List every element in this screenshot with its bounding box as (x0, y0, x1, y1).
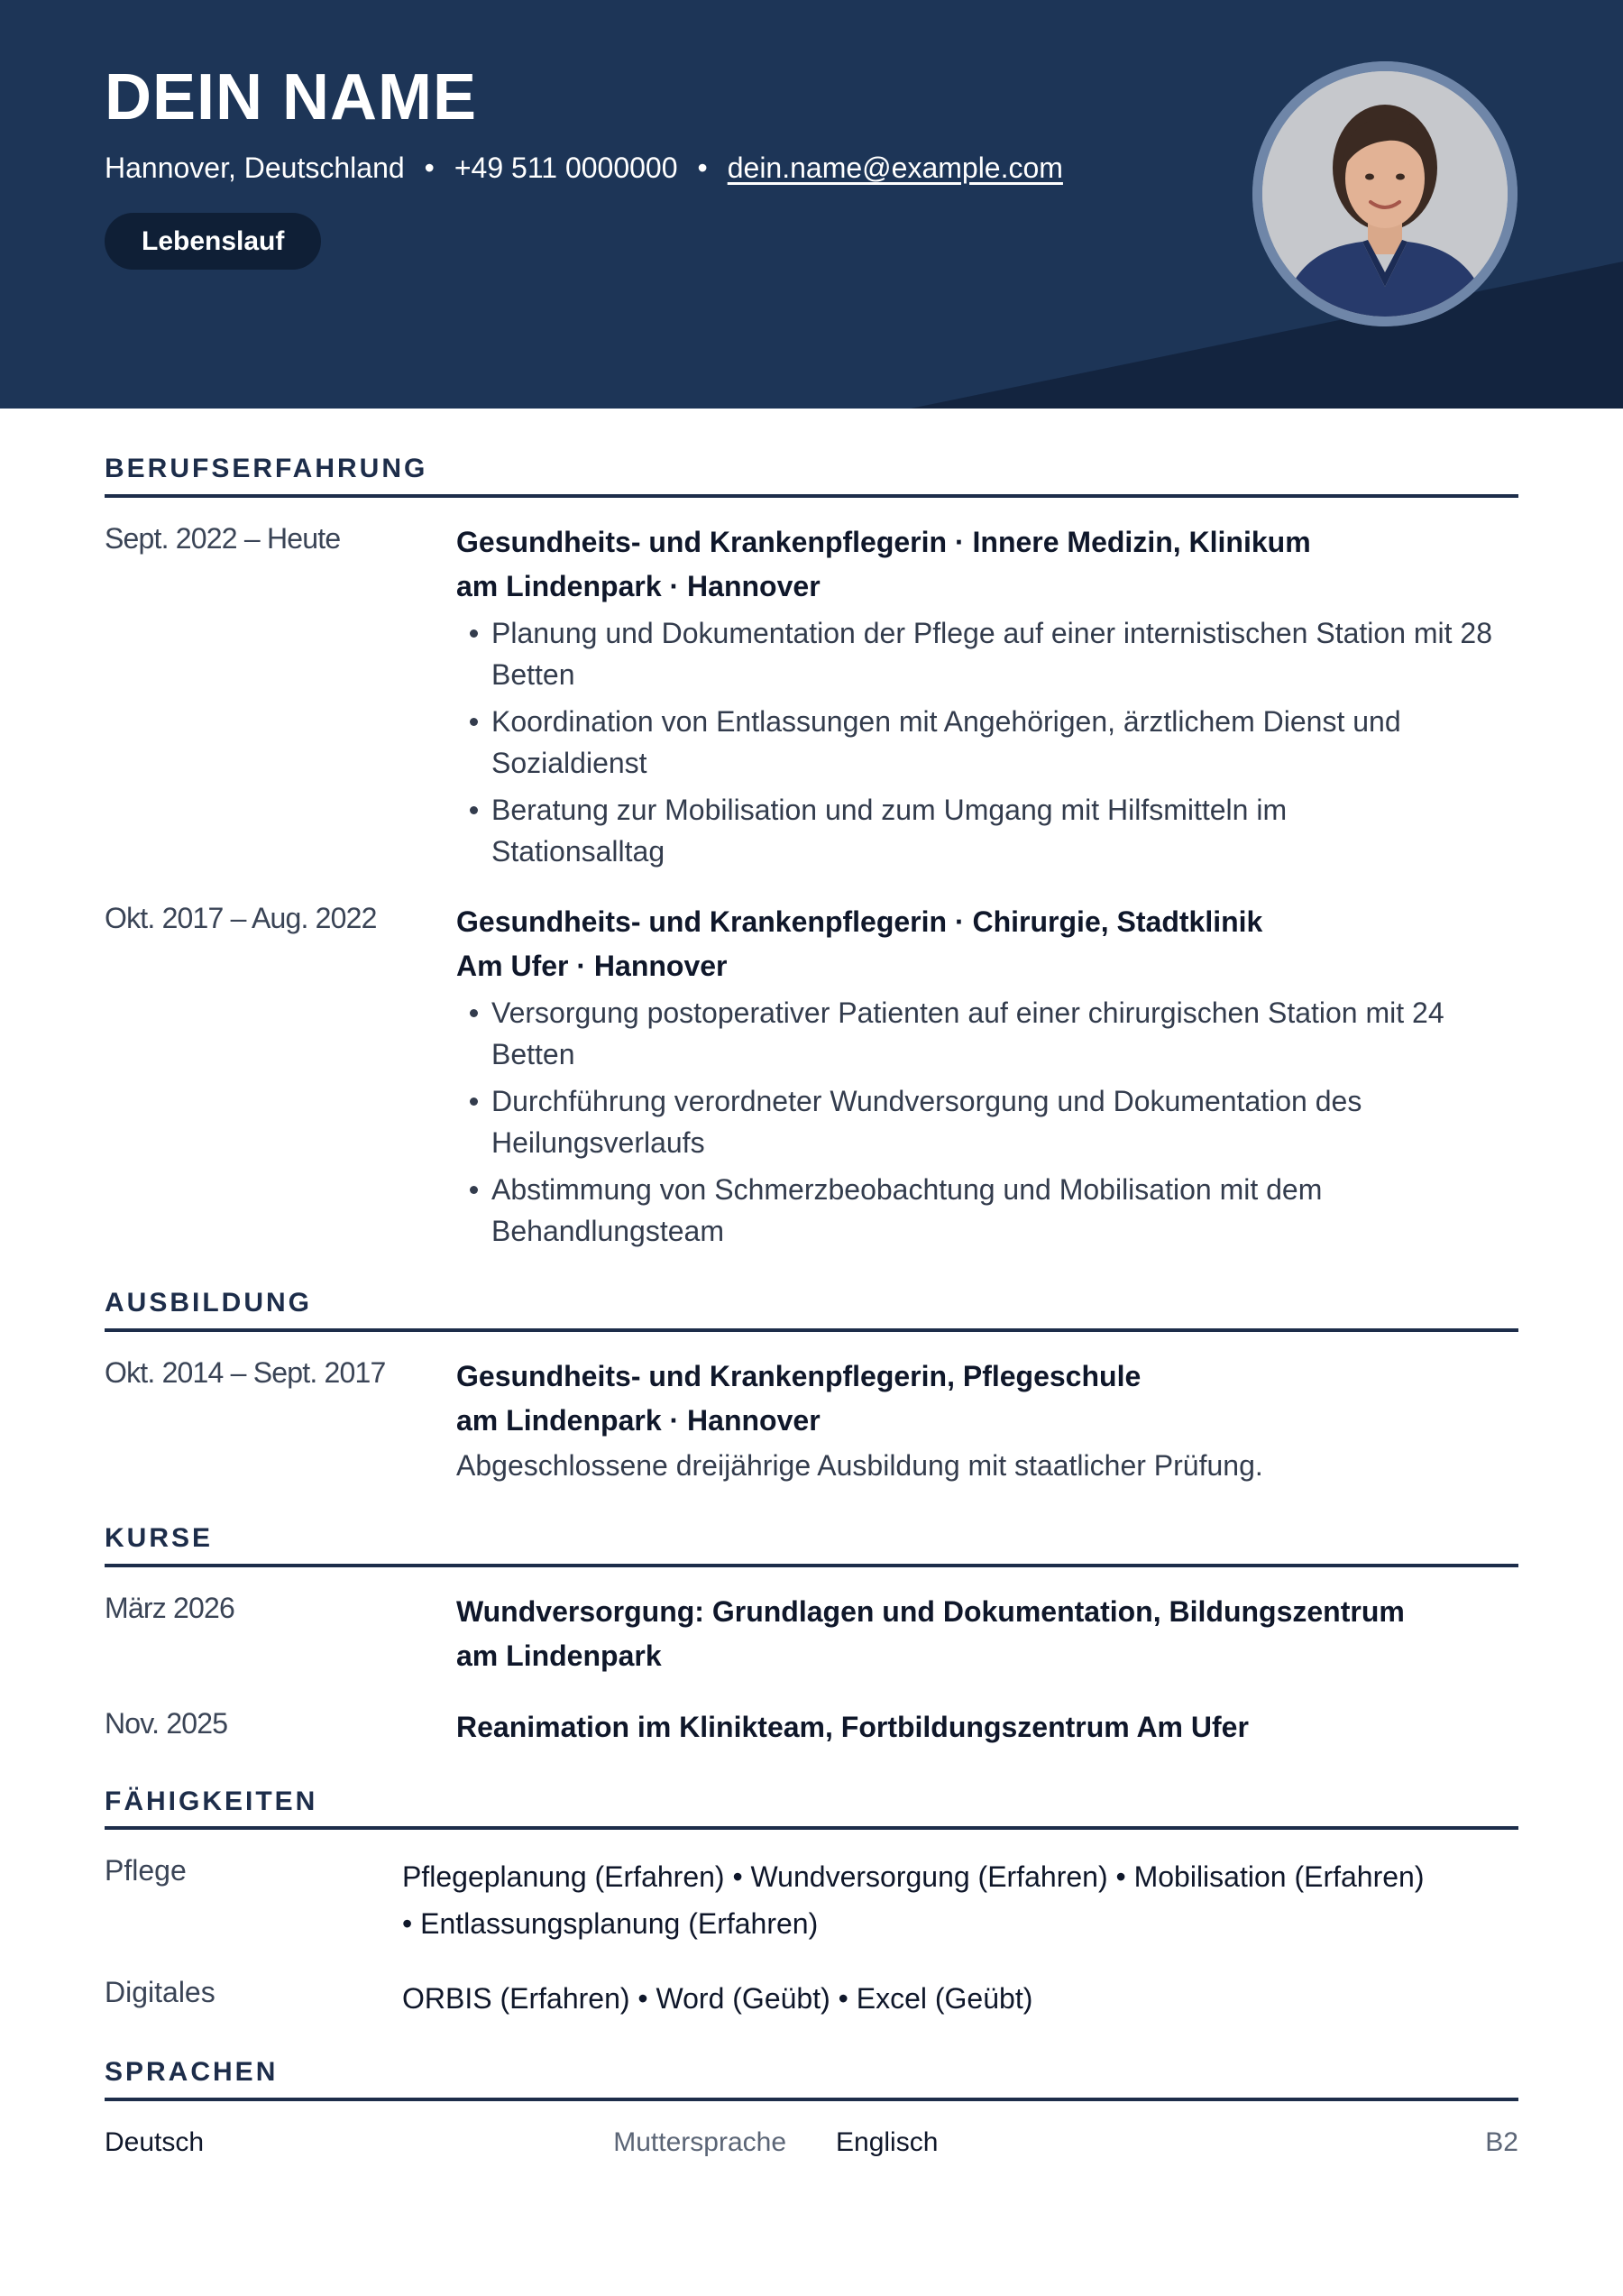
entry-date: Nov. 2025 (105, 1707, 228, 1740)
skill-group-items (402, 1853, 1520, 1947)
entry-title-line: Wundversorgung: Grundlagen und Dokumentation, Bildungszentrum (456, 1595, 1405, 1628)
language-name: Englisch (836, 2127, 939, 2157)
entry-bullet-list (466, 612, 1521, 877)
list-item: Versorgung postoperativer Patienten auf einer chirurgischen Station mit 24 Betten (466, 992, 1521, 1075)
phone-text: +49 511 0000000 (454, 152, 678, 184)
entry-title (456, 900, 1262, 988)
entry-title (456, 1355, 1141, 1443)
contact-separator: • (424, 152, 435, 184)
section-title-experience: BERUFSERFAHRUNG (105, 454, 428, 483)
entry-date: Okt. 2017 – Aug. 2022 (105, 902, 377, 934)
section-divider (105, 494, 1518, 498)
list-item: Beratung zur Mobilisation und zum Umgang mit Hilfsmitteln im Stationsalltag (466, 789, 1521, 872)
language-level: B2 (1485, 2127, 1518, 2157)
entry-title-line: Gesundheits- und Krankenpflegerin · Innere Medizin, Klinikum (456, 526, 1311, 558)
document-type-badge: Lebenslauf (105, 213, 321, 270)
location-text: Hannover, Deutschland (105, 152, 405, 184)
entry-title-line: Reanimation im Klinikteam, Fortbildungszentrum Am Ufer (456, 1711, 1249, 1743)
skill-items-line: Pflegeplanung (Erfahren) • Wundversorgung (Erfahren) • Mobilisation (Erfahren) (402, 1860, 1425, 1893)
entry-title-line: Am Ufer · Hannover (456, 950, 728, 982)
section-divider (105, 1328, 1518, 1332)
skill-group-items (402, 1975, 1520, 2022)
entry-title-line: am Lindenpark · Hannover (456, 1404, 821, 1437)
section-title-education: AUSBILDUNG (105, 1288, 312, 1318)
list-item: Planung und Dokumentation der Pflege auf einer internistischen Station mit 28 Betten (466, 612, 1521, 695)
entry-description: Abgeschlossene dreijährige Ausbildung mit staatlicher Prüfung. (456, 1449, 1263, 1482)
entry-title (456, 1590, 1405, 1678)
list-item: Abstimmung von Schmerzbeobachtung und Mobilisation mit dem Behandlungsteam (466, 1169, 1521, 1252)
cv-header (0, 0, 1623, 409)
section-divider (105, 2098, 1518, 2101)
entry-title-line: Gesundheits- und Krankenpflegerin · Chirurgie, Stadtklinik (456, 905, 1263, 938)
person-name: DEIN NAME (105, 61, 478, 133)
entry-title-line: Gesundheits- und Krankenpflegerin, Pflegeschule (456, 1360, 1142, 1392)
list-item: Durchführung verordneter Wundversorgung und Dokumentation des Heilungsverlaufs (466, 1080, 1521, 1163)
section-divider (105, 1826, 1518, 1830)
skill-group-label: Digitales (105, 1976, 215, 2008)
section-divider (105, 1564, 1518, 1567)
entry-title (456, 1705, 1249, 1750)
entry-title-line: am Lindenpark · Hannover (456, 570, 821, 602)
entry-title (456, 520, 1311, 609)
entry-bullet-list (466, 992, 1521, 1257)
profile-photo (1252, 61, 1518, 326)
section-title-languages: SPRACHEN (105, 2057, 279, 2087)
portrait-image (1252, 61, 1518, 326)
entry-date: Sept. 2022 – Heute (105, 522, 341, 555)
list-item: Koordination von Entlassungen mit Angehörigen, ärztlichem Dienst und Sozialdienst (466, 701, 1521, 784)
section-title-courses: KURSE (105, 1523, 214, 1553)
entry-date: März 2026 (105, 1592, 234, 1624)
contact-separator: • (697, 152, 708, 184)
language-level: Muttersprache (613, 2127, 786, 2157)
skill-group-label: Pflege (105, 1854, 187, 1887)
skill-items-line: • Entlassungsplanung (Erfahren) (402, 1907, 819, 1940)
contact-line (105, 150, 1063, 186)
skill-items-line: ORBIS (Erfahren) • Word (Geübt) • Excel (Geübt) (402, 1982, 1033, 2015)
email-link[interactable]: dein.name@example.com (727, 152, 1063, 184)
entry-title-line: am Lindenpark (456, 1639, 662, 1672)
section-title-skills: FÄHIGKEITEN (105, 1786, 318, 1816)
entry-date: Okt. 2014 – Sept. 2017 (105, 1356, 386, 1389)
language-name: Deutsch (105, 2127, 205, 2157)
